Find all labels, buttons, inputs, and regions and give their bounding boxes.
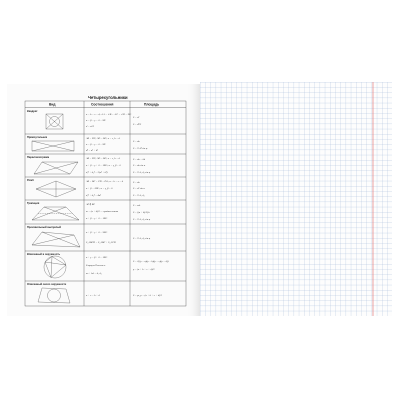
area-formula: S = pr, p = (a + b + c + d)/2 (133, 294, 162, 297)
relation-line: Формула Птолемея: (86, 265, 106, 267)
area-formula: S = a² sin α (133, 187, 145, 190)
document-title: Четырехугольники (88, 95, 128, 100)
area-formula: S = ah = bh (133, 158, 146, 161)
relation-line: a + c = b + d (86, 294, 100, 297)
right-page (200, 82, 392, 316)
relation-line: α = β = γ = δ = 90° (86, 143, 106, 146)
area-formula: S = ab sin α (133, 164, 146, 167)
area-formula: S = mh (133, 204, 141, 207)
relation-line: ac + bd = d₁ d₂ (86, 272, 102, 275)
relation-line: α = β = γ = δ = 90° (86, 119, 106, 122)
relation-line: α + β + γ + δ = 360° (86, 231, 108, 234)
relation-line: AB = DC; AD = BC; a = c, b = d (86, 137, 120, 140)
shape-name: Трапеция (27, 202, 40, 205)
relation-line: AD ∥ BC (86, 203, 95, 206)
relation-line: S_ABCD = S_ABC + S_ACD (86, 241, 116, 244)
spine-shadow (186, 84, 200, 316)
relation-line: α + γ = β + δ = 180° (86, 256, 108, 259)
relation-line: d = a√2 (86, 125, 95, 128)
area-formula: S = ½ d₁ d₂ sin φ (133, 218, 151, 221)
shape-name: Вписанный в окружность (27, 253, 61, 256)
area-formula: S = ((a + b)/2)·h (133, 211, 150, 214)
shape-name: Квадрат (27, 110, 38, 113)
area-formula: S = d²/2 (133, 123, 142, 126)
shape-name: Параллелограмм (27, 156, 50, 159)
shape-name: Ромб (27, 179, 34, 182)
shape-name: Произвольный выпуклый (27, 226, 61, 229)
area-formula: S = ½ d₁ d₂ sin φ (133, 171, 151, 174)
area-formula: S = ah (133, 181, 140, 184)
relation-line: d² = a² + b² (86, 149, 98, 152)
area-formula: p = (a + b + c + d)/2 (133, 268, 155, 271)
shape-name: Описанный около окружности (27, 283, 67, 286)
area-formula: S = ½ d₁ d₂ (133, 194, 145, 197)
column-header-area: Площадь (144, 102, 160, 107)
relation-line: AB = BC = CD = DA; a = b = c = d (86, 180, 123, 183)
relation-line: α + β = γ + δ = 180° (86, 217, 108, 220)
relation-line: a = b = c = d; ∠A = ∠B = ∠C = ∠D = 90° (86, 113, 132, 116)
area-formula: S = a² (133, 116, 140, 119)
shape-name: Прямоугольник (27, 136, 48, 139)
area-formula: S = ab (133, 140, 140, 143)
relation-line: m = (a + b)/2 — средняя линия (86, 210, 119, 213)
area-formula: S = ½ d² sin φ (133, 147, 148, 150)
relation-line: α + β = γ + δ = 180°; α = γ, β = δ (86, 164, 121, 167)
column-header-type: Вид (49, 102, 56, 107)
relation-line: d₁² + d₂² = 2(a² + b²) (86, 171, 108, 174)
area-formula: S = √((p − a)(p − b)(p − c)(p − d)) (133, 260, 169, 263)
relation-line: α + β = 180°; α = γ, β = δ (86, 187, 113, 190)
relation-line: AB = DC; AD = BC; a = c, b = d (86, 157, 120, 160)
column-header-relations: Соотношения (91, 102, 114, 107)
area-formula: S = ½ d₁ d₂ sin φ (133, 237, 151, 240)
relation-line: d₁² + d₂² = 4a² (86, 194, 101, 197)
